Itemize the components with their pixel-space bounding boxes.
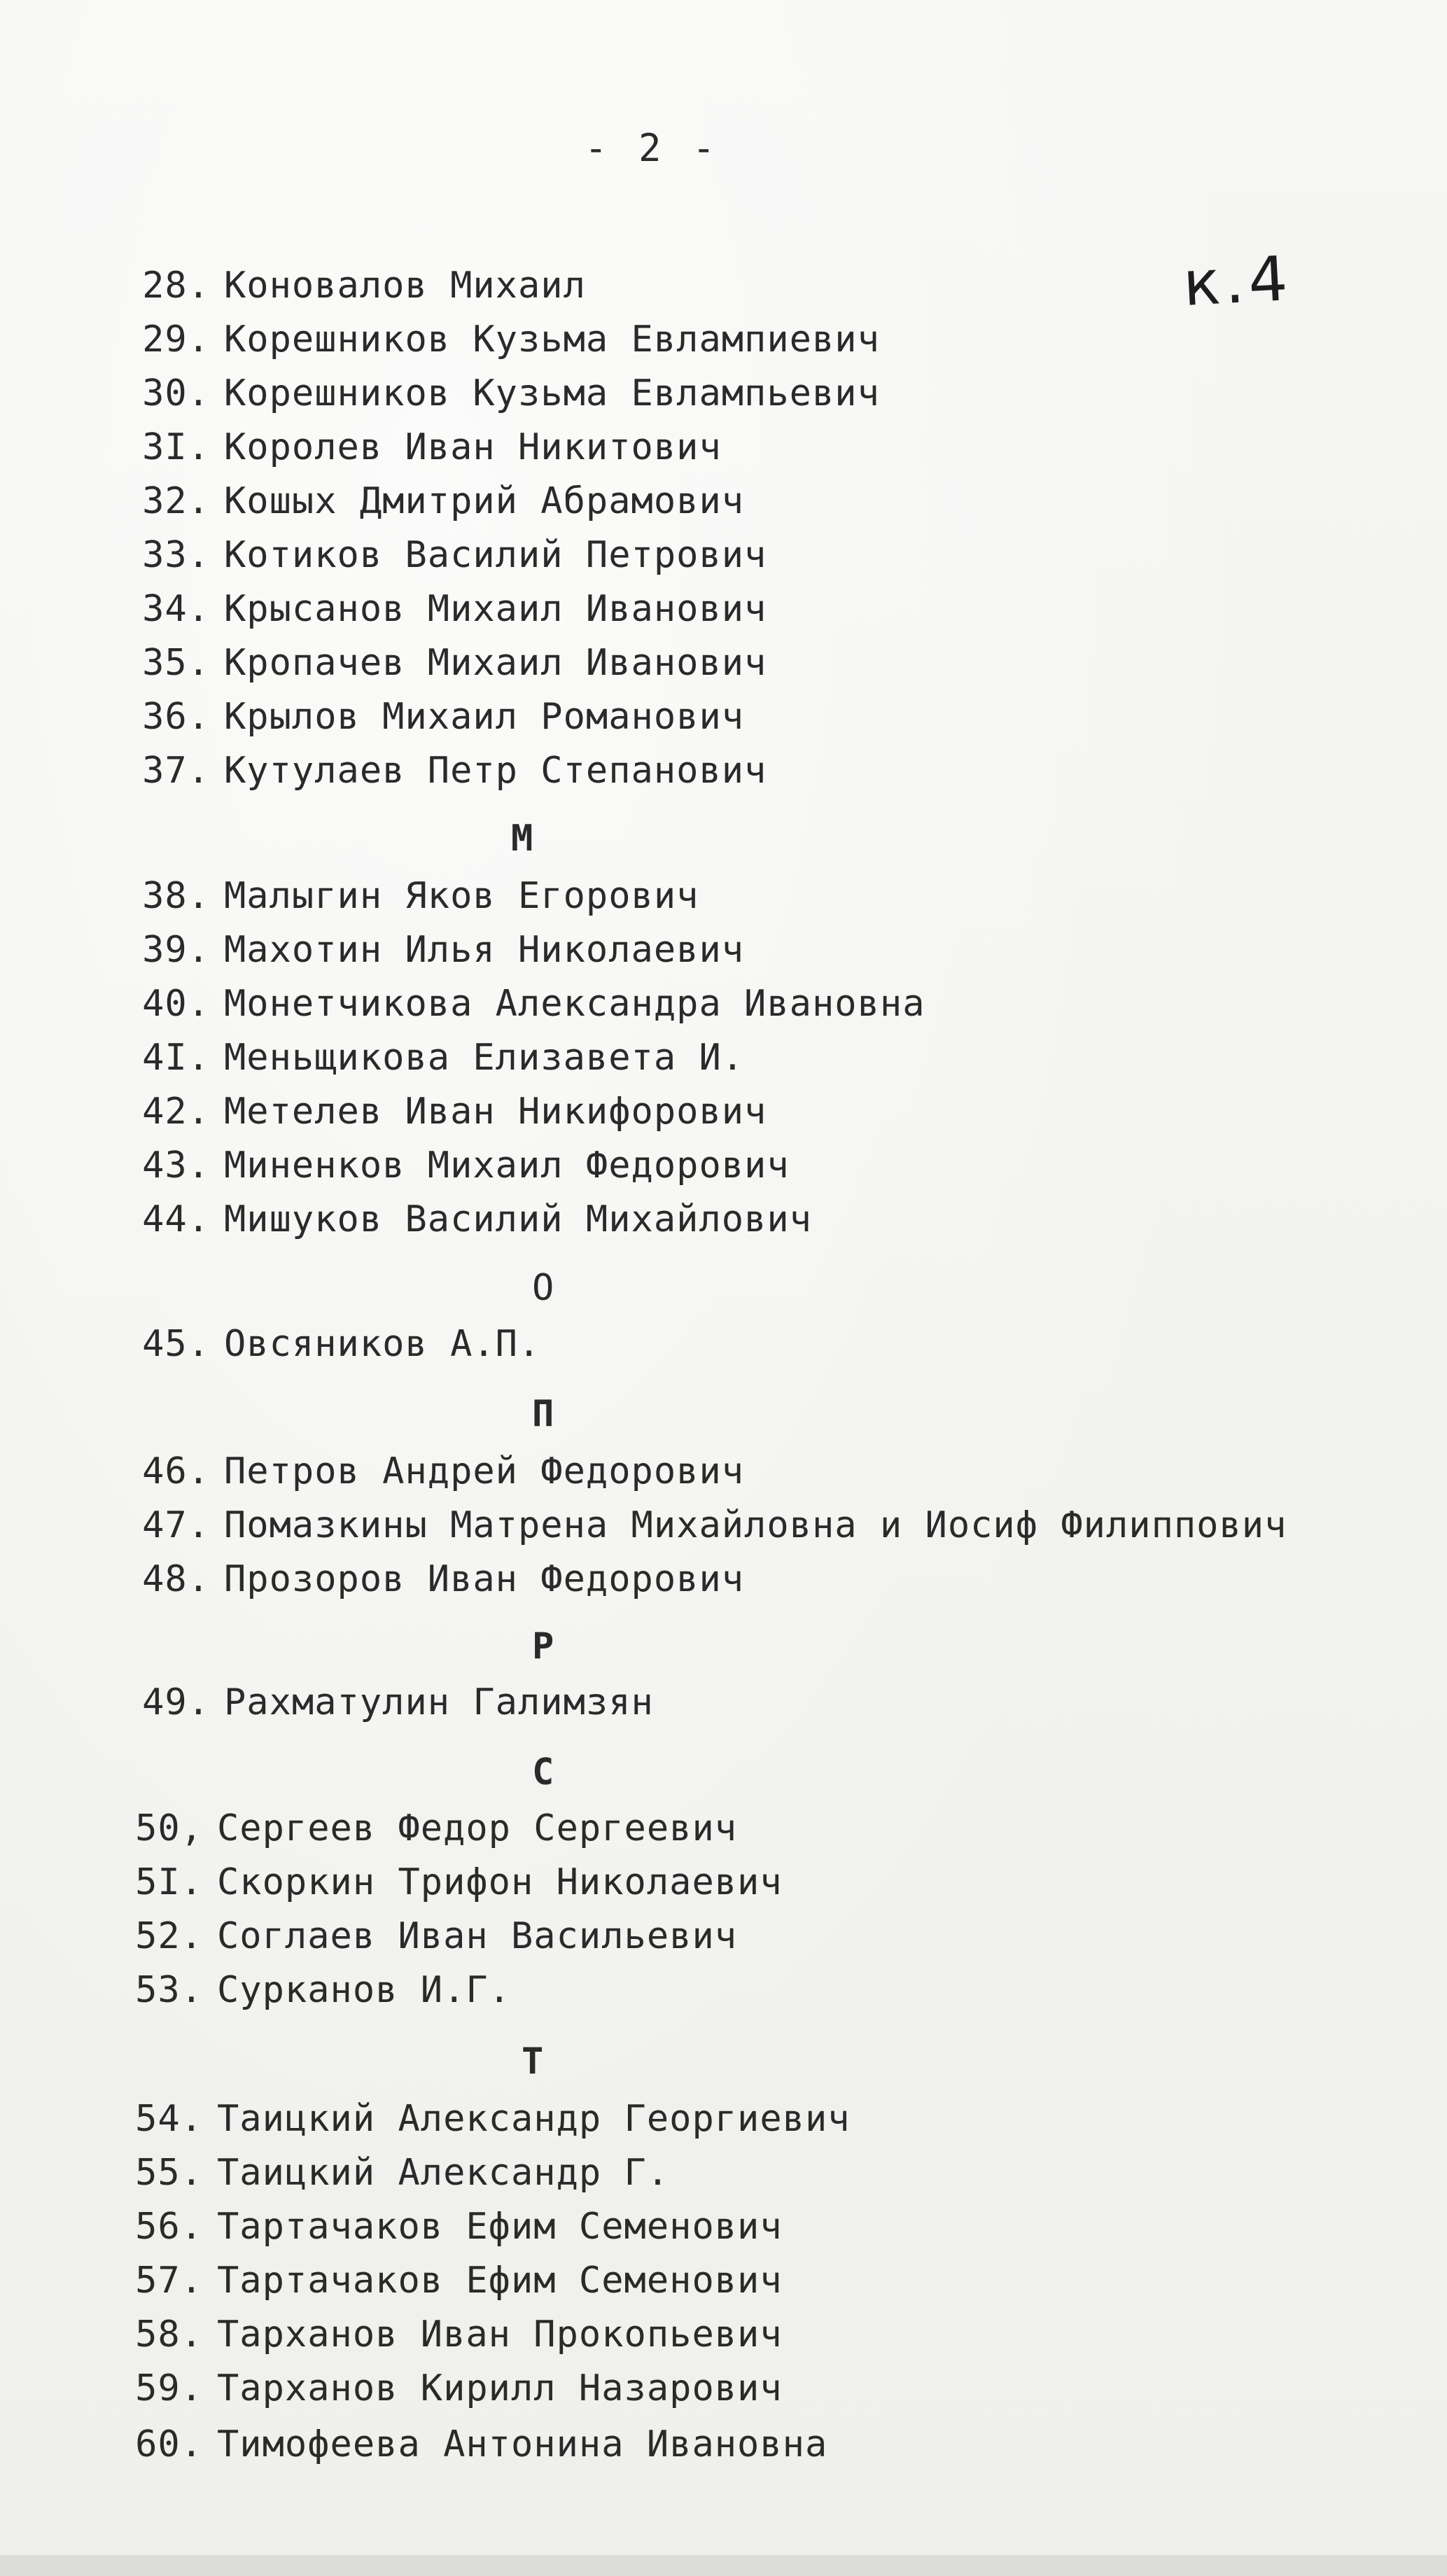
entry-number: 30. [142,372,210,414]
list-item [112,1558,744,1600]
list-item [105,2152,669,2194]
list-item [105,1915,737,1957]
entry-name: Помазкины Матрена Михайловна и Иосиф Филиппович [224,1504,1287,1546]
entry-number: 39. [142,929,210,971]
entry-name: Тартачаков Ефим Семенович [217,2206,783,2248]
list-item [112,875,699,917]
entry-number: 35. [142,642,210,684]
list-item [105,2206,783,2248]
entry-name: Крысанов Михаил Иванович [224,588,767,630]
entry-number: 43. [142,1144,210,1186]
entry-name: Монетчикова Александра Ивановна [224,983,925,1025]
list-item [112,372,880,414]
list-item [112,1144,790,1186]
entry-number: 45. [142,1323,210,1365]
entry-name: Тимофеева Антонина Ивановна [217,2423,828,2465]
list-item [105,2260,783,2302]
entry-number: 42. [142,1091,210,1133]
entry-name: Малыгин Яков Егорович [224,875,699,917]
section-letter-o: О [532,1267,554,1309]
entry-name: Тарханов Кирилл Назарович [217,2367,783,2409]
entry-number: 49. [142,1681,210,1723]
entry-number: 46. [142,1450,210,1492]
list-item [112,750,767,792]
entry-number: 53. [135,1969,203,2011]
list-item [105,2098,851,2140]
list-item [112,1091,767,1133]
list-item [112,983,925,1025]
entry-name: Мишуков Василий Михайлович [224,1198,812,1240]
entry-name: Метелев Иван Никифорович [224,1091,767,1133]
list-item [112,1504,1287,1546]
entry-name: Петров Андрей Федорович [224,1450,745,1492]
entry-number: 60. [135,2423,203,2465]
section-letter-r: Р [532,1625,554,1667]
list-item [112,642,767,684]
entry-number: 3I. [142,426,210,468]
entry-name: Сурканов И.Г. [217,1969,511,2011]
section-letter-m: М [511,818,533,860]
entry-number: 37. [142,750,210,792]
entry-name: Соглаев Иван Васильевич [217,1915,738,1957]
entry-number: 28. [142,265,210,307]
entry-number: 58. [135,2314,203,2356]
list-item [105,2314,783,2356]
entry-name: Скоркин Трифон Николаевич [217,1861,783,1903]
entry-name: Прозоров Иван Федорович [224,1558,745,1600]
entry-name: Овсяников А.П. [224,1323,541,1365]
entry-number: 5I. [135,1861,203,1903]
list-item [112,1198,812,1240]
entry-name: Таицкий Александр Г. [217,2152,670,2194]
list-item [112,318,880,360]
list-item [105,1861,783,1903]
entry-name: Рахматулин Галимзян [224,1681,654,1723]
entry-number: 59. [135,2367,203,2409]
entry-number: 38. [142,875,210,917]
entry-name: Корешников Кузьма Евлампиевич [224,318,880,360]
list-item [105,1807,737,1849]
entry-number: 57. [135,2260,203,2302]
list-item [112,588,767,630]
list-item [112,1681,654,1723]
list-item [112,1450,744,1492]
entry-number: 44. [142,1198,210,1240]
list-item [112,480,744,522]
list-item [105,1969,511,2011]
list-item [112,534,767,576]
entry-number: 34. [142,588,210,630]
entry-name: Миненков Михаил Федорович [224,1144,790,1186]
scan-edge [0,2555,1447,2576]
entry-number: 40. [142,983,210,1025]
entry-number: 47. [142,1504,210,1546]
list-item [105,2367,783,2409]
entry-name: Кропачев Михаил Иванович [224,642,767,684]
entry-name: Тарханов Иван Прокопьевич [217,2314,783,2356]
handwritten-note: к.4 [1181,242,1294,320]
entry-number: 29. [142,318,210,360]
entry-name: Коновалов Михаил [224,265,586,307]
entry-number: 54. [135,2098,203,2140]
entry-name: Меньщикова Елизавета И. [224,1037,745,1079]
entry-name: Кутулаев Петр Степанович [224,750,767,792]
entry-name: Сергеев Федор Сергеевич [217,1807,738,1849]
entry-name: Королев Иван Никитович [224,426,722,468]
list-item [112,929,744,971]
entry-number: 32. [142,480,210,522]
page-number: - 2 - [585,126,720,170]
entry-number: 50, [135,1807,203,1849]
entry-name: Крылов Михаил Романович [224,696,745,738]
list-item [112,265,586,307]
entry-name: Махотин Илья Николаевич [224,929,745,971]
entry-name: Таицкий Александр Георгиевич [217,2098,851,2140]
entry-number: 55. [135,2152,203,2194]
list-item [112,426,722,468]
entry-number: 48. [142,1558,210,1600]
list-item [105,2423,827,2465]
list-item [112,696,744,738]
entry-name: Тартачаков Ефим Семенович [217,2260,783,2302]
entry-number: 36. [142,696,210,738]
entry-name: Корешников Кузьма Евлампьевич [224,372,880,414]
entry-number: 52. [135,1915,203,1957]
section-letter-t: Т [522,2040,544,2082]
section-letter-s: С [532,1751,554,1793]
list-item [112,1037,744,1079]
list-item [112,1323,540,1365]
entry-number: 4I. [142,1037,210,1079]
entry-number: 56. [135,2206,203,2248]
entry-name: Котиков Василий Петрович [224,534,767,576]
entry-number: 33. [142,534,210,576]
section-letter-p: П [532,1393,554,1435]
entry-name: Кошых Дмитрий Абрамович [224,480,745,522]
